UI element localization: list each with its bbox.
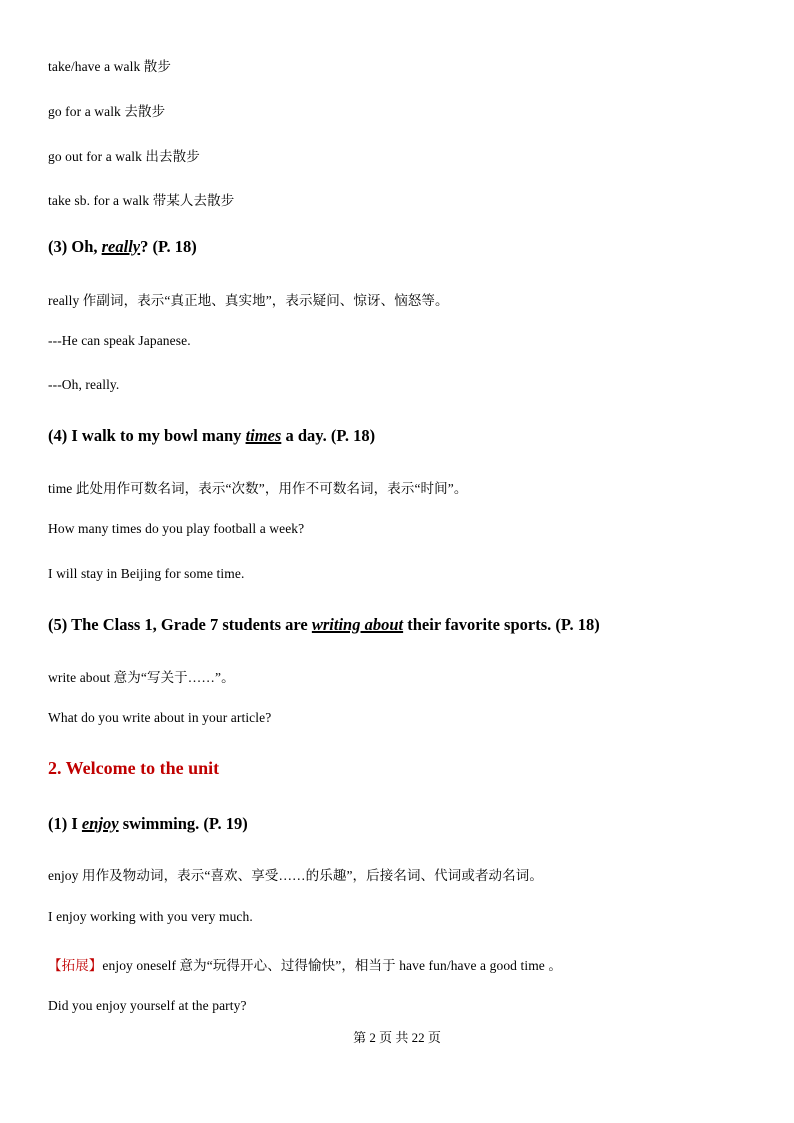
extension-note: 【拓展】enjoy oneself 意为“玩得开心、过得愉快”，相当于 have fun/have a good time 。 xyxy=(48,958,562,973)
explanation-enjoy: enjoy 用作及物动词，表示“喜欢、享受……的乐趣”，后接名词、代词或者动名词。 xyxy=(48,868,543,883)
explanation-really: really 作副词，表示“真正地、真实地”，表示疑问、惊讶、恼怒等。 xyxy=(48,293,449,308)
phrase-take-have-a-walk: take/have a walk 散步 xyxy=(48,59,171,74)
example-line: Did you enjoy yourself at the party? xyxy=(48,998,247,1013)
example-line: ---Oh, really. xyxy=(48,377,120,392)
heading-1: (1) I enjoy swimming. (P. 19) xyxy=(48,814,248,833)
example-line: How many times do you play football a week? xyxy=(48,521,305,536)
keyword-really: really xyxy=(101,237,141,256)
explanation-write-about: write about 意为“写关于……”。 xyxy=(48,670,235,685)
phrase-take-sb-for-a-walk: take sb. for a walk 带某人去散步 xyxy=(48,193,235,208)
keyword-times: times xyxy=(245,426,282,445)
keyword-writing-about: writing about xyxy=(311,615,404,634)
phrase-go-for-a-walk: go for a walk 去散步 xyxy=(48,104,166,119)
example-line: I enjoy working with you very much. xyxy=(48,909,253,924)
extension-tag: 【拓展】 xyxy=(48,958,103,973)
section-title: 2. Welcome to the unit xyxy=(48,758,220,778)
phrase-go-out-for-a-walk: go out for a walk 出去散步 xyxy=(48,149,200,164)
heading-3: (3) Oh, really? (P. 18) xyxy=(48,237,197,256)
explanation-time: time 此处用作可数名词，表示“次数”，用作不可数名词，表示“时间”。 xyxy=(48,481,468,496)
page-footer: 第 2 页 共 22 页 xyxy=(353,1030,441,1045)
example-line: I will stay in Beijing for some time. xyxy=(48,566,245,581)
example-line: What do you write about in your article? xyxy=(48,710,272,725)
keyword-enjoy: enjoy xyxy=(81,814,119,833)
example-line: ---He can speak Japanese. xyxy=(48,333,191,348)
heading-5: (5) The Class 1, Grade 7 students are writing about their favorite sports. (P. 18) xyxy=(48,615,600,634)
heading-4: (4) I walk to my bowl many times a day. (P. 18) xyxy=(48,426,376,445)
